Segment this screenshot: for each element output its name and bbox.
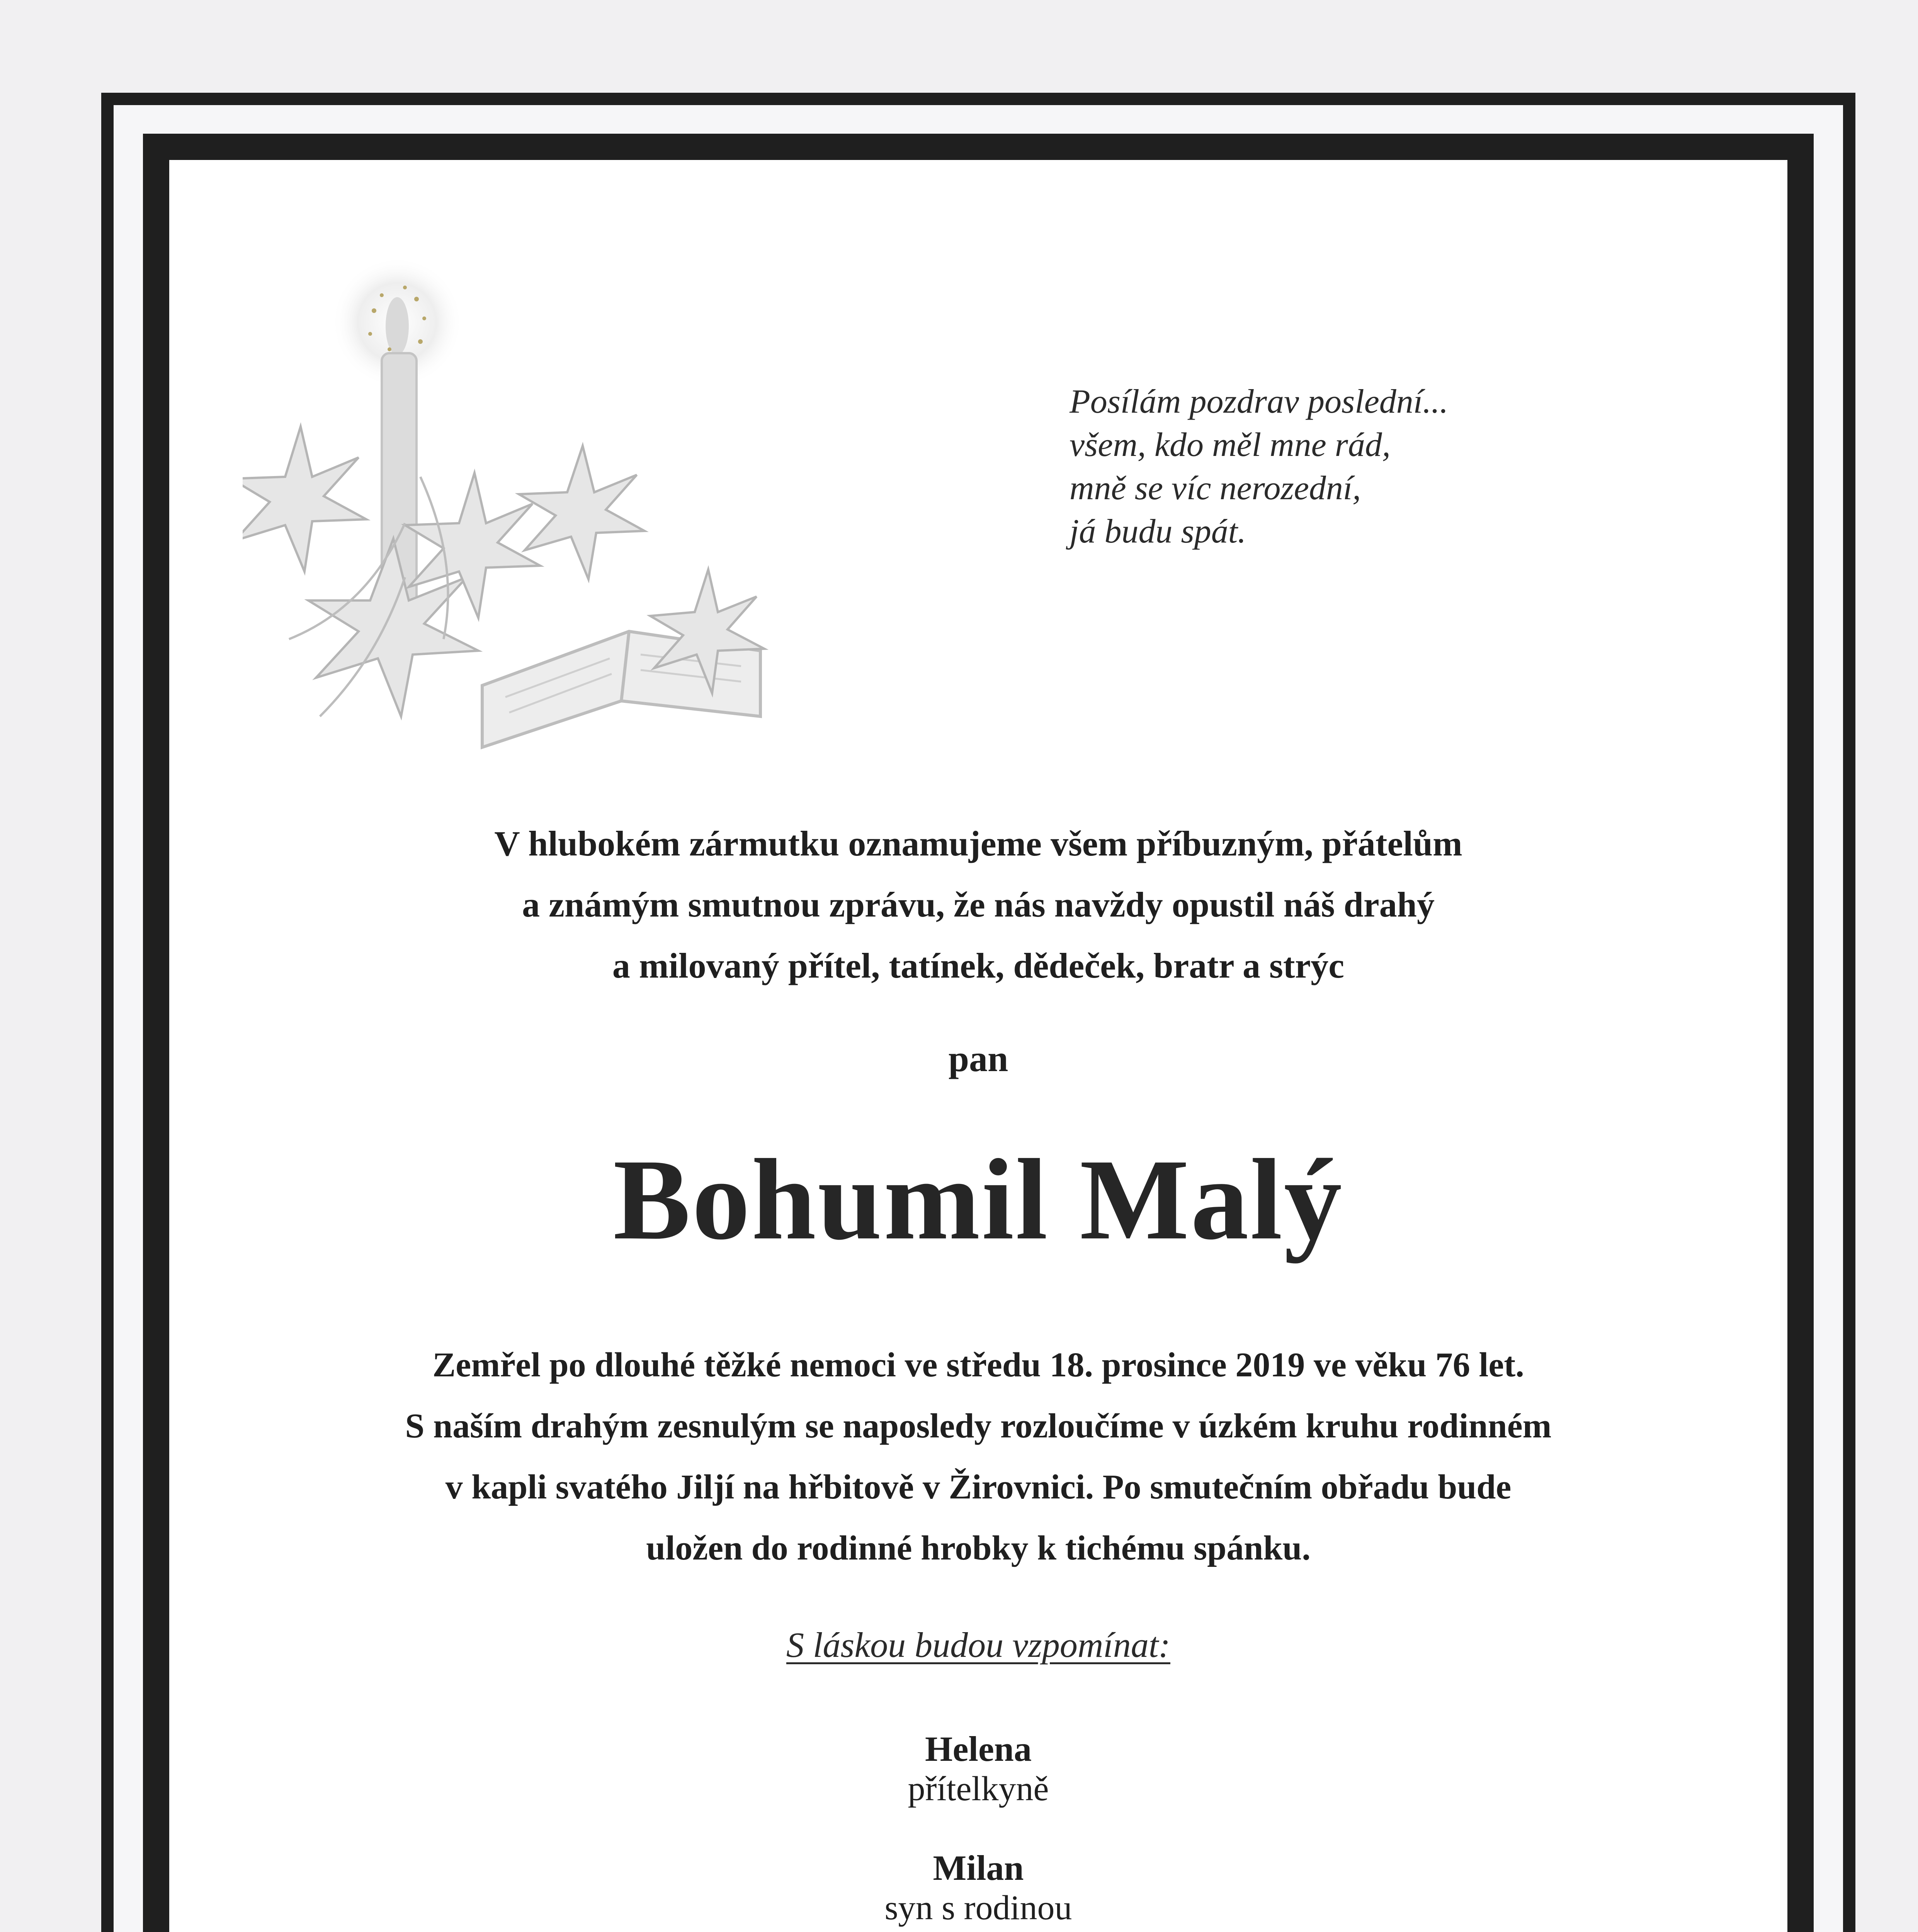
death-notice xyxy=(169,1335,1787,1579)
notice-line: uložen do rodinné hrobky k tichému spánku. xyxy=(646,1529,1311,1567)
notice-line: v kapli svatého Jiljí na hřbitově v Žirovnici. Po smutečním obřadu bude xyxy=(445,1468,1512,1506)
mourner-name: Milan xyxy=(933,1848,1024,1888)
poem-line: já budu spát. xyxy=(1070,513,1246,550)
notice-line: Zemřel po dlouhé těžké nemoci ve středu 18. prosince 2019 ve věku 76 let. xyxy=(432,1346,1524,1384)
poem-line: mně se víc nerozední, xyxy=(1070,469,1361,507)
mourner-relation: syn s rodinou xyxy=(884,1889,1072,1927)
announcement-intro xyxy=(169,813,1787,996)
inner-mourning-border xyxy=(143,134,1814,1932)
mourners-list xyxy=(169,1729,1787,1932)
deceased-name: Bohumil Malý xyxy=(613,1135,1343,1264)
intro-line: a milovaný přítel, tatínek, dědeček, bratr a strýc xyxy=(612,946,1345,985)
mourner-entry xyxy=(169,1729,1787,1809)
poem-line: všem, kdo měl mne rád, xyxy=(1070,426,1391,464)
notice-content xyxy=(169,160,1787,1932)
title-word: pan xyxy=(948,1038,1008,1079)
notice-line: S naším drahým zesnulým se naposledy rozloučíme v úzkém kruhu rodinném xyxy=(405,1407,1552,1445)
poem-line: Posílám pozdrav poslední... xyxy=(1070,383,1449,420)
intro-line: V hlubokém zármutku oznamujeme všem příbuzným, přátelům xyxy=(494,824,1462,863)
candle-lilies-book-icon xyxy=(243,253,822,794)
mourners-heading: S láskou budou vzpomínat: xyxy=(786,1625,1171,1665)
mourner-entry xyxy=(169,1848,1787,1928)
outer-mourning-border xyxy=(101,93,1855,1932)
intro-line: a známým smutnou zprávu, že nás navždy opustil náš drahý xyxy=(522,885,1435,924)
mourner-name: Helena xyxy=(925,1729,1032,1769)
poem xyxy=(1070,380,1649,553)
mourner-relation: přítelkyně xyxy=(908,1770,1049,1808)
